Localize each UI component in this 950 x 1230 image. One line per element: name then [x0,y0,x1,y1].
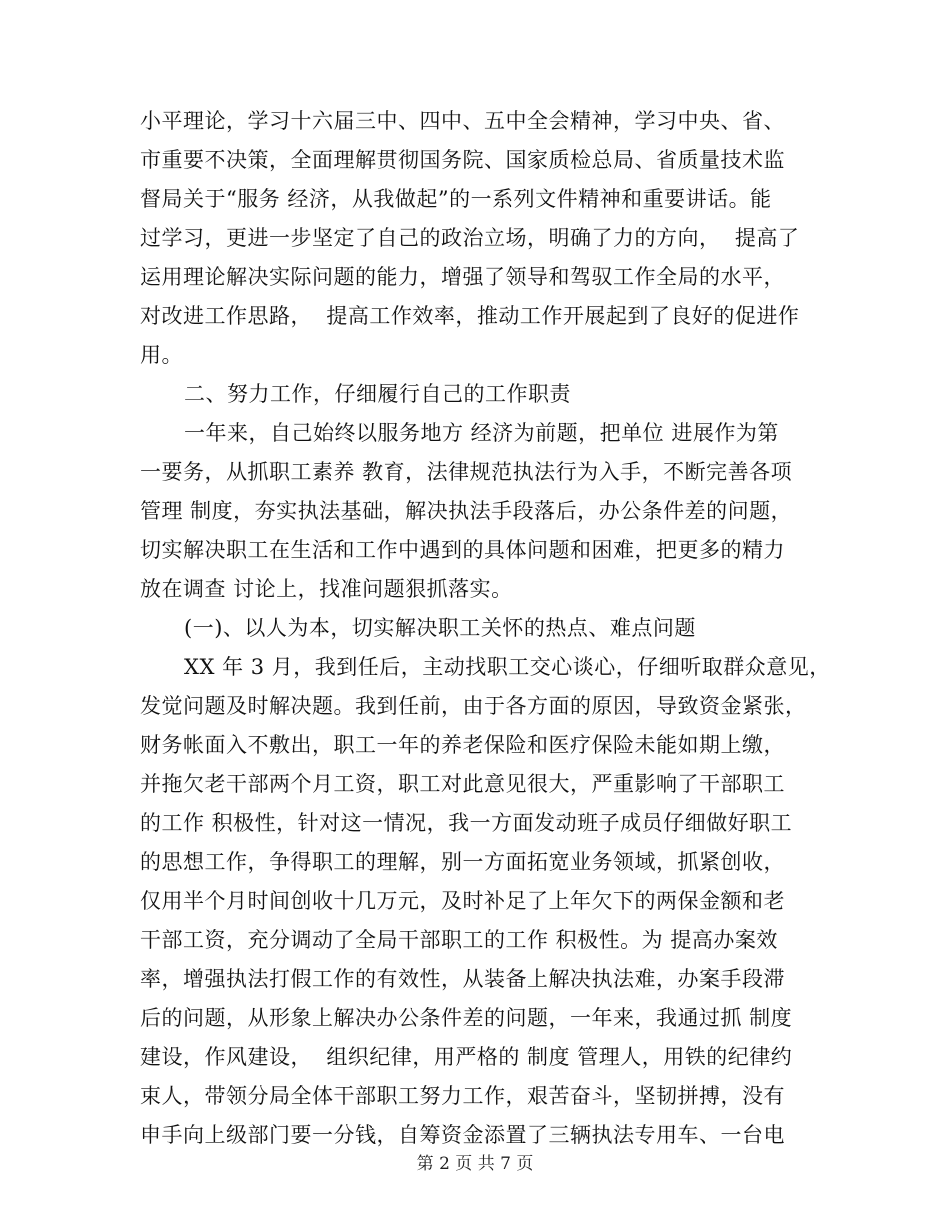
text-line: 二、努力工作，仔细履行自己的工作职责 [184,382,571,406]
text-line: 建设，作风建设， 组织纪律，用严格的 制度 管理人，用铁的纪律约 [140,1045,793,1069]
text-line: 放在调查 讨论上，找准问题狠抓落实。 [140,577,513,601]
text-line: 后的问题，从形象上解决办公条件差的问题，一年来，我通过抓 制度 [140,1006,793,1030]
text-line: 仅用半个月时间创收十几万元，及时补足了上年欠下的两保金额和老 [140,889,785,913]
body-text [140,102,831,1155]
text-line: 切实解决职工在生活和工作中遇到的具体问题和困难，把更多的精力 [140,538,785,562]
text-line: 并拖欠老干部两个月工资，职工对此意见很大，严重影响了干部职工 [140,772,785,796]
text-line: 一年来，自己始终以服务地方 经济为前题，把单位 进展作为第 [184,421,779,445]
text-line: 市重要不决策，全面理解贯彻国务院、国家质检总局、省质量技术监 [140,148,785,172]
text-line: 用。 [140,343,183,367]
text-line: 一要务，从抓职工素养 教育，法律规范执法行为入手，不断完善各项 [140,460,793,484]
text-line: 管理 制度，夯实执法基础，解决执法手段落后，办公条件差的问题， [140,499,793,523]
text-line: 申手向上级部门要一分钱，自筹资金添置了三辆执法专用车、一台电 [140,1123,785,1147]
text-line: 对改进工作思路， 提高工作效率，推动工作开展起到了良好的促进作 [140,304,800,328]
text-line: 率，增强执法打假工作的有效性，从装备上解决执法难，办案手段滞 [140,967,785,991]
text-line: 小平理论，学习十六届三中、四中、五中全会精神，学习中央、省、 [140,109,785,133]
text-line: 运用理论解决实际问题的能力，增强了领导和驾驭工作全局的水平， [140,265,785,289]
text-line: 的工作 积极性，针对这一情况，我一方面发动班子成员仔细做好职工 [140,811,793,835]
text-line: 发觉问题及时解决题。我到任前，由于各方面的原因，导致资金紧张， [140,694,807,718]
text-line: 督局关于“服务 经济，从我做起”的一系列文件精神和重要讲话。能 [140,187,772,211]
page-footer: 第 2 页 共 7 页 [416,1154,534,1174]
text-line: 的思想工作，争得职工的理解，别一方面拓宽业务领域，抓紧创收， [140,850,785,874]
text-line: XX 年 3 月，我到任后，主动找职工交心谈心，仔细听取群众意见， [184,655,831,679]
text-line: 干部工资，充分调动了全局干部职工的工作 积极性。为 提高办案效 [140,928,778,952]
text-line: (一)、以人为本，切实解决职工关怀的热点、难点问题 [184,616,696,640]
text-line: 财务帐面入不敷出，职工一年的养老保险和医疗保险未能如期上缴， [140,733,785,757]
text-line: 过学习，更进一步坚定了自己的政治立场，明确了力的方向， 提高了 [140,226,800,250]
text-line: 束人，带领分局全体干部职工努力工作，艰苦奋斗，坚韧拼搏，没有 [140,1084,785,1108]
